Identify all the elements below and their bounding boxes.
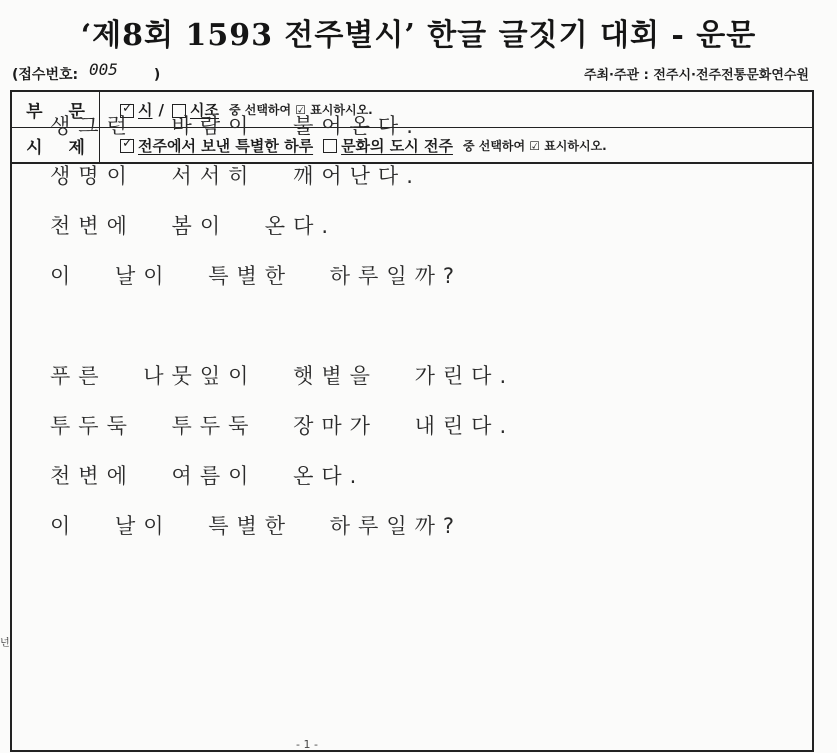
page-number: - 1 - <box>296 738 318 751</box>
division-poem-label: 시 <box>138 101 153 119</box>
poem-line: 투두둑 투두둑 장마가 내린다. <box>50 414 515 438</box>
division-divider: / <box>158 100 164 119</box>
topic-special-day-checkbox[interactable] <box>120 139 134 153</box>
poem-line: 이 날이 특별한 하루일까? <box>50 514 463 538</box>
receipt-label: (접수번호: <box>12 67 79 83</box>
division-instruction: 중 선택하여 ☑ 표시하시오. <box>228 103 373 117</box>
form-title: ‘제8회 1593 전주별시’ 한글 글짓기 대회 - 운문 <box>80 18 757 53</box>
receipt-number-field <box>12 60 161 84</box>
poem-line: 생그런 바람이 불어온다. <box>50 114 421 138</box>
poem-line: 천변에 여름이 온다. <box>50 464 365 488</box>
topic-culture-city-checkbox[interactable] <box>323 139 337 153</box>
margin-mark: 넌 <box>0 638 10 649</box>
topic-culture-city-label: 문화의 도시 전주 <box>341 136 453 155</box>
topic-label: 시 제 <box>12 128 100 162</box>
poem-line: 푸른 나뭇잎이 햇볕을 가린다. <box>50 364 515 388</box>
poem-line: 이 날이 특별한 하루일까? <box>50 264 463 288</box>
division-sijo-label: 시조 <box>189 101 219 119</box>
topic-special-day-label: 전주에서 보낸 특별한 하루 <box>138 136 314 155</box>
receipt-number-value: 005 <box>88 60 118 79</box>
poem-line: 생명이 서서히 깨어난다. <box>50 164 421 188</box>
receipt-close: ) <box>153 67 161 83</box>
poem-line: 천변에 봄이 온다. <box>50 214 337 238</box>
division-label: 부 문 <box>12 92 100 127</box>
organizer-text: 주최·주관 : 전주시·전주전통문화연수원 <box>583 68 809 83</box>
topic-instruction: 중 선택하여 ☑ 표시하시오. <box>462 138 607 153</box>
